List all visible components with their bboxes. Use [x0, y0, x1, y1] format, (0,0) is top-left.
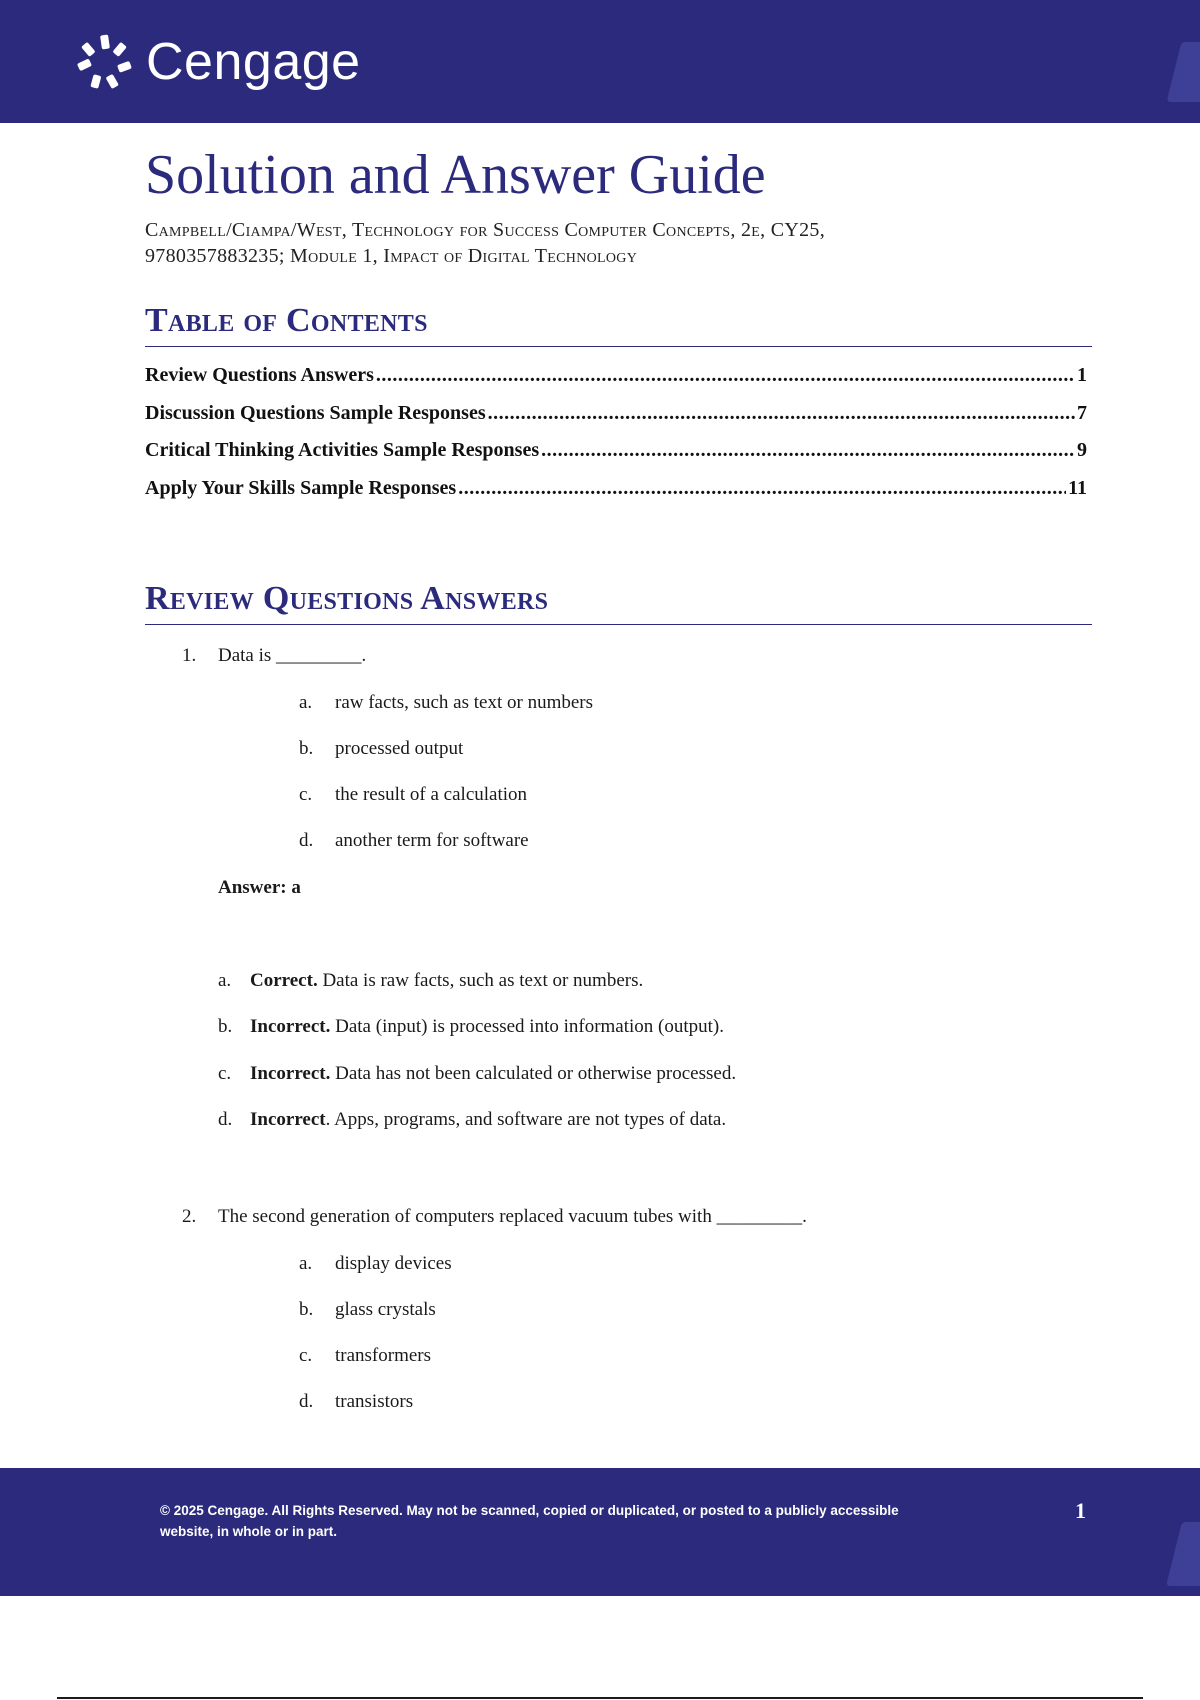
- option-letter: c.: [299, 1345, 313, 1366]
- feedback-verdict: Incorrect.: [250, 1016, 331, 1037]
- header-decor-tab: [1167, 42, 1200, 102]
- feedback-text: Data is raw facts, such as text or numbers.: [317, 970, 644, 991]
- document-title: Solution and Answer Guide: [145, 144, 766, 206]
- toc-entry-page: 11: [1068, 476, 1087, 499]
- toc-entry-label: Apply Your Skills Sample Responses: [145, 476, 457, 499]
- question-1-feedback-d: [218, 1109, 726, 1131]
- copyright-notice: [160, 1500, 950, 1542]
- document-subtitle: [145, 217, 1092, 269]
- review-questions-heading: Review Questions Answers: [145, 580, 1092, 625]
- cengage-logo[interactable]: [74, 30, 361, 94]
- option-letter: b.: [299, 1299, 314, 1320]
- question-1-option-d: [299, 830, 529, 852]
- toc-entry-review-questions[interactable]: [145, 364, 1087, 402]
- toc-entry-critical-thinking[interactable]: [145, 439, 1087, 477]
- toc-entry-label: Review Questions Answers: [145, 364, 374, 386]
- toc-entry-label: Discussion Questions Sample Responses: [145, 401, 486, 424]
- footer-decor-tab: [1166, 1522, 1200, 1586]
- question-2-option-c: [299, 1345, 431, 1367]
- question-number: 2.: [182, 1206, 197, 1227]
- copyright-line-1: © 2025 Cengage. All Rights Reserved. May not be scanned, copied or duplicated, or posted to a publicly accessible: [160, 1503, 899, 1518]
- question-1-feedback-c: [218, 1063, 736, 1085]
- option-text: transistors: [335, 1391, 414, 1412]
- option-text: the result of a calculation: [335, 784, 528, 805]
- option-text: another term for software: [335, 830, 529, 851]
- option-text: transformers: [335, 1345, 432, 1366]
- toc-leader-dots: [541, 439, 1075, 462]
- question-1-feedback-a: [218, 970, 643, 992]
- feedback-letter: b.: [218, 1016, 233, 1037]
- footer-band: [0, 1468, 1200, 1596]
- question-1-feedback-b: [218, 1016, 724, 1038]
- question-1-option-c: [299, 784, 527, 806]
- question-2-option-a: [299, 1253, 452, 1275]
- toc-leader-dots: [488, 402, 1075, 425]
- toc-entry-page: 1: [1077, 364, 1087, 386]
- feedback-verdict: Incorrect.: [250, 1063, 331, 1084]
- option-letter: c.: [299, 784, 313, 805]
- header-band: [0, 0, 1200, 123]
- toc-entry-discussion-questions[interactable]: [145, 402, 1087, 440]
- question-1-option-a: [299, 692, 593, 714]
- option-letter: b.: [299, 738, 314, 759]
- toc-leader-dots: [458, 477, 1066, 500]
- toc-entry-page: 9: [1077, 439, 1087, 461]
- question-1-option-b: [299, 738, 463, 760]
- option-letter: a.: [299, 1253, 313, 1274]
- toc-entry-apply-your-skills[interactable]: [145, 477, 1087, 515]
- question-1-answer: Answer: a: [218, 877, 301, 898]
- option-letter: d.: [299, 1391, 314, 1412]
- question-text: The second generation of computers replaced vacuum tubes with _________.: [218, 1206, 807, 1227]
- toc-heading: Table of Contents: [145, 302, 1092, 347]
- feedback-text: Data has not been calculated or otherwise processed.: [330, 1063, 737, 1084]
- option-letter: d.: [299, 830, 314, 851]
- feedback-letter: c.: [218, 1063, 232, 1084]
- feedback-letter: d.: [218, 1109, 233, 1130]
- toc-entry-page: 7: [1077, 401, 1087, 424]
- subtitle-line-1: Campbell/Ciampa/West, Technology for Success Computer Concepts, 2e, CY25,: [145, 218, 826, 241]
- feedback-verdict: Correct.: [250, 970, 318, 991]
- question-number: 1.: [182, 645, 197, 666]
- bottom-rule: [57, 1697, 1143, 1699]
- feedback-letter: a.: [218, 970, 232, 991]
- option-letter: a.: [299, 692, 313, 713]
- question-2-option-d: [299, 1391, 413, 1413]
- question-2-option-b: [299, 1299, 436, 1321]
- toc-leader-dots: [376, 364, 1075, 387]
- logo-text: Cengage: [146, 33, 361, 91]
- page-number: 1: [1075, 1498, 1086, 1523]
- title-block: [145, 145, 1092, 269]
- feedback-text: . Apps, programs, and software are not types of data.: [325, 1109, 727, 1130]
- option-text: display devices: [335, 1253, 452, 1274]
- option-text: raw facts, such as text or numbers: [335, 692, 594, 713]
- option-text: processed output: [335, 738, 464, 759]
- feedback-text: Data (input) is processed into information (output).: [330, 1016, 725, 1037]
- toc-entry-label: Critical Thinking Activities Sample Responses: [145, 439, 540, 461]
- question-text: Data is _________.: [218, 645, 367, 666]
- copyright-line-2: website, in whole or in part.: [160, 1524, 338, 1539]
- cengage-burst-icon: [74, 31, 136, 93]
- feedback-verdict: Incorrect: [250, 1109, 326, 1130]
- toc-list: [145, 364, 1087, 514]
- option-text: glass crystals: [335, 1299, 436, 1320]
- subtitle-line-2: 9780357883235; Module 1, Impact of Digital Technology: [145, 244, 638, 267]
